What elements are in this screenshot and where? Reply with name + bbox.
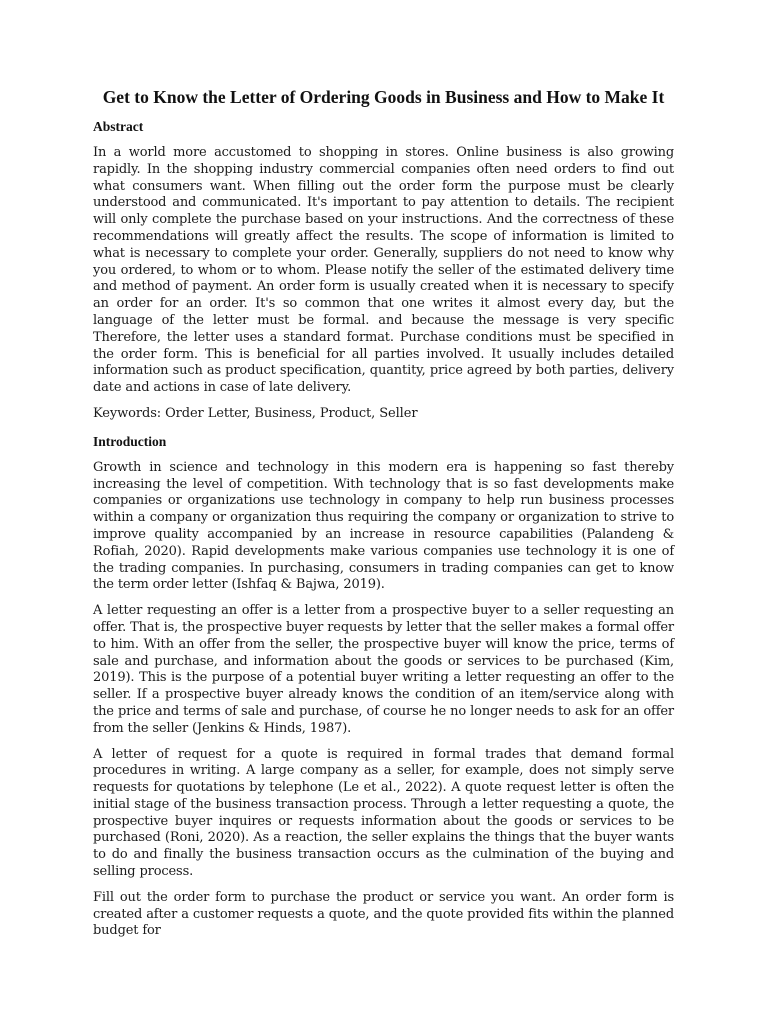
intro-paragraph-3: A letter of request for a quote is required in formal trades that demand formal procedures in writing. A large company as a seller, for example, does not simply serve requests for quotations by telephone (Le et al., 2022). A quote request letter is often the initial stage of the business transaction process. Through a letter requesting a quote, the prospective buyer inquires or requests information about the goods or services to be purchased (Roni, 2020). As a reaction, the seller explains the things that the buyer wants to do and finally the business transaction occurs as the culmination of the buying and selling process. bbox=[93, 746, 674, 880]
abstract-paragraph: In a world more accustomed to shopping in stores. Online business is also growing rapidly. In the shopping industry commercial companies often need orders to find out what consumers want. When filling out the order form the purpose must be clearly understood and communicated. It's important to pay attention to details. The recipient will only complete the purchase based on your instructions. And the correctness of these recommendations will greatly affect the results. The scope of information is limited to what is necessary to complete your order. Generally, suppliers do not need to know why you ordered, to whom or to whom. Please notify the seller of the estimated delivery time and method of payment. An order form is usually created when it is necessary to specify an order for an order. It's so common that one writes it almost every day, but the language of the letter must be formal. and because the message is very specific Therefore, the letter uses a standard format. Purchase conditions must be specified in the order form. This is beneficial for all parties involved. It usually includes detailed information such as product specification, quantity, price agreed by both parties, delivery date and actions in case of late delivery. bbox=[93, 145, 674, 396]
paper-title: Get to Know the Letter of Ordering Goods in Business and How to Make It bbox=[102, 87, 665, 107]
intro-paragraph-4: Fill out the order form to purchase the product or service you want. An order form is created after a customer requests a quote, and the quote provided fits within the planned budget for bbox=[93, 889, 674, 939]
document-page bbox=[93, 86, 674, 949]
intro-paragraph-2: A letter requesting an offer is a letter from a prospective buyer to a seller requesting an offer. That is, the prospective buyer requests by letter that the seller makes a formal offer to him. With an offer from the seller, the prospective buyer will know the price, terms of sale and purchase, and information about the goods or services to be purchased (Kim, 2019). This is the purpose of a potential buyer writing a letter requesting an offer to the seller. If a prospective buyer already knows the condition of an item/service along with the price and terms of sale and purchase, of course he no longer needs to ask for an offer from the seller (Jenkins & Hinds, 1987). bbox=[93, 603, 674, 736]
keywords-line: Keywords: Order Letter, Business, Product, Seller bbox=[93, 405, 418, 421]
introduction-heading: Introduction bbox=[93, 433, 167, 449]
abstract-heading: Abstract bbox=[93, 119, 144, 134]
intro-paragraph-1: Growth in science and technology in this modern era is happening so fast thereby increasing the level of competition. With technology that is so fast developments make companies or organizations use technology in company to help run business processes within a company or organization thus requiring the company or organization to strive to improve quality accompanied by an increase in resource capabilities (Palandeng & Rofiah, 2020). Rapid developments make various companies use technology it is one of the trading companies. In purchasing, consumers in trading companies can get to know the term order letter (Ishfaq & Bajwa, 2019). bbox=[93, 459, 674, 593]
